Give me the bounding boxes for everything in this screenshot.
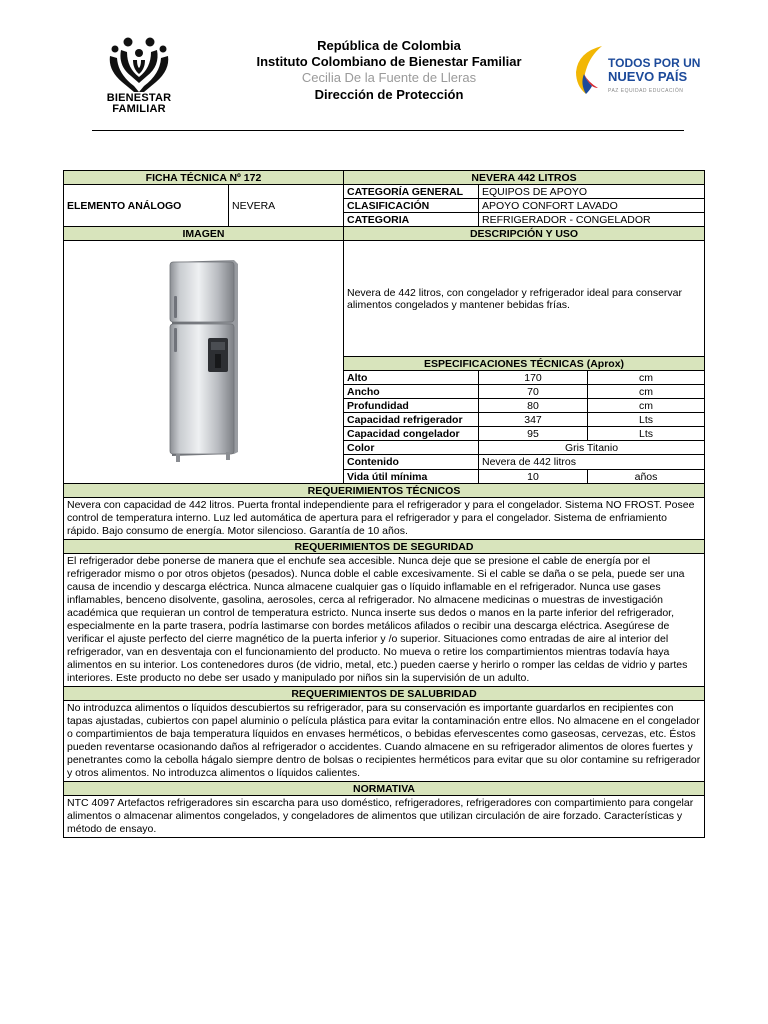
logo-right-line-2: NUEVO PAÍS [608, 69, 688, 84]
spec-label: Profundidad [344, 399, 479, 413]
spec-label: Capacidad refrigerador [344, 413, 479, 427]
normativa-text: NTC 4097 Artefactos refrigeradores sin escarcha para uso doméstico, refrigeradores, refrigeradores con compartimiento para congelar alimentos o almacenar alimentos congelados, y congeladores de alimentos que utilizan circulación de aire forzado. Características y método de ensayo. [64, 796, 705, 838]
table-row [64, 782, 705, 796]
country-title: República de Colombia [317, 38, 461, 53]
logo-text-line-1: BIENESTAR [106, 92, 172, 104]
institute-subtitle: Cecilia De la Fuente de Lleras [301, 70, 477, 85]
spec-label: Alto [344, 371, 479, 385]
vida-util-value: 10 [479, 470, 588, 484]
logo-text-line-2: FAMILIAR [112, 103, 166, 115]
req-seguridad-text: El refrigerador debe ponerse de manera que el enchufe sea accesible. Nunca deje que se presione el cable de energía por el refrigerador mismo o por otros objetos (pesados). Nunca doble el cable excesivamente. Si el cable se daña o se pela, puede ser una causa de incendio y descarga eléctrica. Nunca almacene cualquier gas o líquido inflamable en el refrigerador. Nunca use gases inflamables, benceno disolvente, gasolina, aerosoles, cerca al refrigerador. No almacene medicinas o muestras de investigación académica que requieran un control de temperatura estricto. Nunca inserte sus dedos o manos en la parte inferior del refrigerador, especialmente en la parte trasera, podría lastimarse con bordes metálicos afilados o recibir una descarga eléctrica. Asegúrese de verificar el ajuste perfecto del cierre magnético de la puerta inferior y /o superior. Situaciones como entradas de aire al interior del refrigerador, van en desventaja con el funcionamiento del producto. No mueva o retire los compartimientos mientras todavía haya alimentos en su interior. Los contenedores duros (de vidrio, metal, etc.) pueden caerse y herirlo o romper las celdas de vidrio y partes interiores. Este producto no debe ser usado y manipulado por niños sin la supervisión de un adulto. [64, 554, 705, 687]
table-row [64, 171, 705, 185]
req-seguridad-header: REQUERIMIENTOS DE SEGURIDAD [64, 540, 705, 554]
vida-util-label: Vida útil mínima [344, 470, 479, 484]
req-tecnicos-header: REQUERIMIENTOS TÉCNICOS [64, 484, 705, 498]
table-row [64, 796, 705, 838]
table-row [64, 484, 705, 498]
spec-value: 347 [479, 413, 588, 427]
spec-unit: cm [588, 385, 705, 399]
req-salubridad-header: REQUERIMIENTOS DE SALUBRIDAD [64, 687, 705, 701]
table-row [64, 687, 705, 701]
refrigerator-image [158, 256, 250, 466]
imagen-header: IMAGEN [64, 227, 344, 241]
logo-right-line-3: PAZ EQUIDAD EDUCACIÓN [608, 88, 684, 94]
table-row [64, 185, 705, 199]
product-image-cell [64, 241, 344, 484]
spec-value: 70 [479, 385, 588, 399]
table-row [64, 701, 705, 782]
req-salubridad-text: No introduzca alimentos o líquidos descubiertos su refrigerador, para su conservación es importante guardarlos en recipientes con tapas ajustadas, cubiertos con papel aluminio o película plástica para evitar la contaminación entre ellos. No almacene en el congelador o compartimientos de baja temperatura líquidos en envases herméticos, o bebidas efervescentes como gaseosas, cervezas, etc. Éstos pueden reventarse ocasionando daños al refrigerador o accidentes. Cuando almacene en su refrigerador alimentos de olores fuertes y penetrantes como la cebolla hágalo siempre dentro de bolsas o recipientes herméticos para evitar que su olor contamine su refrigerador y otros alimentos. No introduzca alimentos o líquidos calientes. [64, 701, 705, 782]
table-row [64, 540, 705, 554]
descripcion-text: Nevera de 442 litros, con congelador y refrigerador ideal para conservar alimentos congelados y mantener bebidas frías. [347, 286, 683, 311]
categoria-value: REFRIGERADOR - CONGELADOR [479, 213, 705, 227]
document-header [0, 0, 768, 135]
clasificacion-label: CLASIFICACIÓN [344, 199, 479, 213]
descripcion-header: DESCRIPCIÓN Y USO [344, 227, 705, 241]
contenido-value: Nevera de 442 litros [479, 455, 705, 470]
family-hands-icon [104, 36, 174, 94]
table-row [64, 241, 705, 357]
header-titles [240, 38, 538, 103]
descripcion-cell [344, 241, 705, 357]
specs-header: ESPECIFICACIONES TÉCNICAS (Aprox) [344, 357, 705, 371]
spec-unit: cm [588, 371, 705, 385]
institute-title: Instituto Colombiano de Bienestar Familiar [256, 54, 522, 69]
spec-unit: Lts [588, 427, 705, 441]
clasificacion-value: APOYO CONFORT LAVADO [479, 199, 705, 213]
table-row [64, 498, 705, 540]
req-tecnicos-text: Nevera con capacidad de 442 litros. Puerta frontal independiente para el refrigerador y para el congelador. Sistema NO FROST. Posee control de temperatura interno. Luz led automática de apertura para el refrigerador y para el congelador. Sistema de enfriamiento rápido. Bajo consumo de energía. Motor silencioso. Garantía de 10 años. [64, 498, 705, 540]
colombia-flag-swoosh-icon [572, 42, 606, 100]
spec-unit: cm [588, 399, 705, 413]
elemento-analogo-label: ELEMENTO ANÁLOGO [64, 185, 229, 227]
spec-value: 95 [479, 427, 588, 441]
spec-value: 170 [479, 371, 588, 385]
spec-label: Capacidad congelador [344, 427, 479, 441]
ficha-tecnica-table [63, 170, 705, 838]
direction-title: Dirección de Protección [314, 87, 464, 102]
vida-util-unit: años [588, 470, 705, 484]
ficha-number: FICHA TÉCNICA Nº 172 [64, 171, 344, 185]
spec-unit: Lts [588, 413, 705, 427]
categoria-label: CATEGORIA [344, 213, 479, 227]
logo-right-line-1: TODOS POR UN [608, 56, 701, 70]
table-row [64, 554, 705, 687]
table-row [64, 227, 705, 241]
product-title: NEVERA 442 LITROS [344, 171, 705, 185]
header-divider [92, 130, 684, 131]
todos-por-un-nuevo-pais-logo [572, 42, 701, 100]
normativa-header: NORMATIVA [64, 782, 705, 796]
color-value: Gris Titanio [479, 441, 705, 455]
bienestar-familiar-wordmark [104, 93, 174, 115]
spec-value: 80 [479, 399, 588, 413]
categoria-general-label: CATEGORÍA GENERAL [344, 185, 479, 199]
contenido-label: Contenido [344, 455, 479, 470]
categoria-general-value: EQUIPOS DE APOYO [479, 185, 705, 199]
color-label: Color [344, 441, 479, 455]
elemento-analogo-value: NEVERA [229, 185, 344, 227]
spec-label: Ancho [344, 385, 479, 399]
